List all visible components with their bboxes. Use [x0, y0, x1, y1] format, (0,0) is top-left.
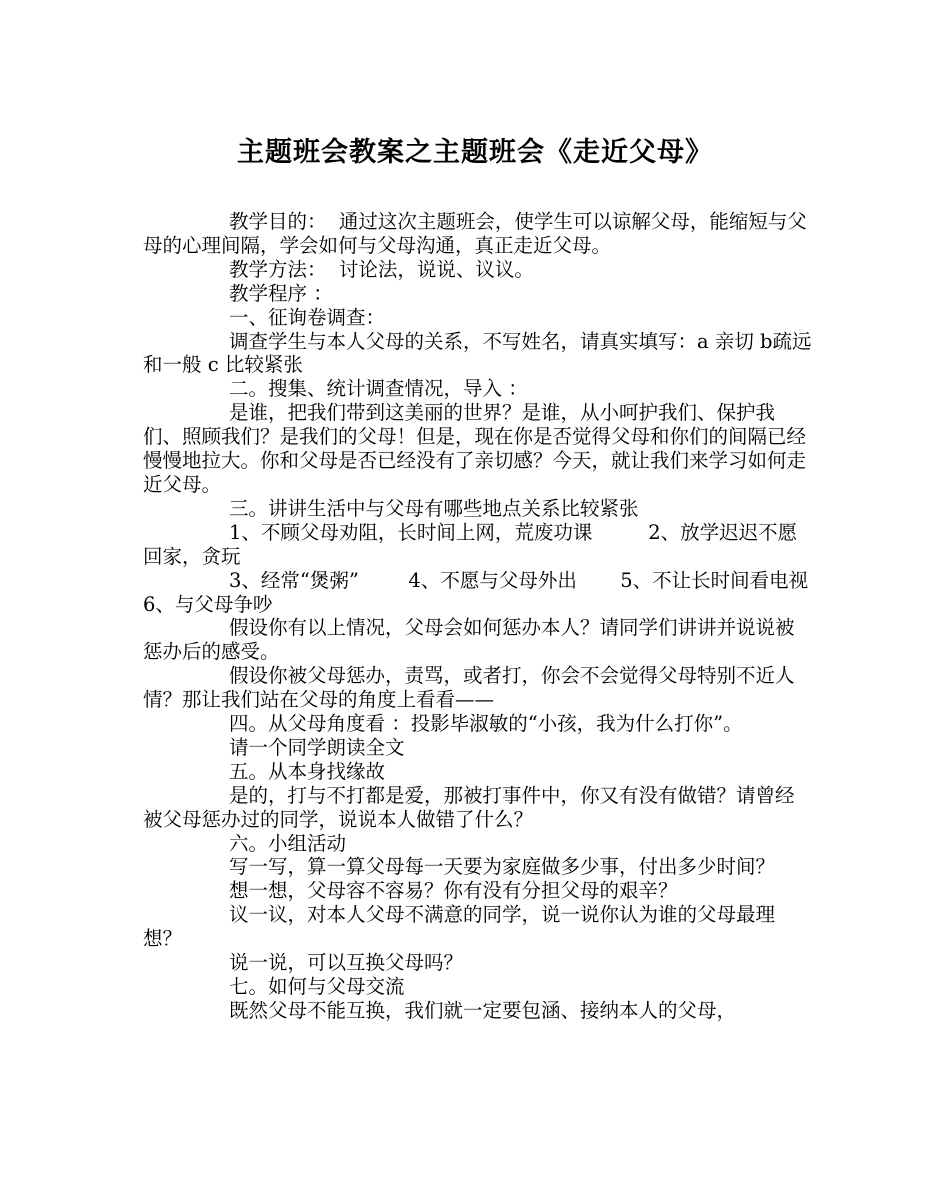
section-heading-7: 七。如何与父母交流 — [229, 975, 405, 998]
document-body — [143, 210, 858, 1023]
paragraph-hypothesis-2: 假设你被父母惩办，责骂，或者打，你会不会觉得父母特别不近人情？那让我们站在父母的角度上看看—— — [143, 664, 795, 712]
paragraph-survey: 调查学生与本人父母的关系，不写姓名，请真实填写：a 亲切 b疏远和一般 c 比较紧张 — [143, 329, 812, 377]
paragraph-hypothesis-1: 假设你有以上情况，父母会如何惩办本人？请同学们讲讲并说说被惩办后的感受。 — [143, 616, 795, 664]
section-heading-5: 五。从本身找缘故 — [229, 759, 386, 783]
paragraph-discuss: 议一议，对本人父母不满意的同学，说一说你认为谁的父母最理想？ — [143, 903, 776, 951]
paragraph-write: 写一写，算一算父母每一天要为家庭做多少事，付出多少时间？ — [229, 855, 776, 879]
section-heading-3: 三。讲讲生活中与父母有哪些地点关系比较紧张 — [229, 496, 639, 520]
paragraph-list-2: 3、经常“煲粥” 4、不愿与父母外出 5、不让长时间看电视 6、与父母争吵 — [143, 568, 858, 616]
paragraph-teaching-method: 教学方法： 讨论法，说说、议议。 — [229, 257, 534, 281]
section-heading-4: 四。从父母角度看 ：投影毕淑敏的“小孩，我为什么打你”。 — [229, 712, 743, 736]
paragraph-intro: 是谁，把我们带到这美丽的世界？是谁，从小呵护我们、保护我们、照顾我们？是我们的父母！但是，现在你是否觉得父母和你们的间隔已经慢慢地拉大。你和父母是否已经没有了亲切感？今天，就让我们来学习如何走近父母。 — [143, 401, 807, 496]
section-heading-6: 六。小组活动 — [229, 831, 347, 855]
section-heading-1: 一、征询卷调查： — [229, 305, 386, 329]
paragraph-talk: 说一说，可以互换父母吗？ — [229, 951, 464, 975]
paragraph-teaching-procedure: 教学程序 ： — [229, 281, 333, 305]
paragraph-teaching-purpose: 教学目的： 通过这次主题班会，使学生可以谅解父母，能缩短与父母的心理间隔，学会如何与父母沟通，真正走近父母。 — [143, 210, 807, 257]
section-heading-2: 二。搜集、统计调查情况，导入 ： — [229, 377, 528, 401]
paragraph-self-reflection: 是的，打与不打都是爱，那被打事件中，你又有没有做错？请曾经被父母惩办过的同学，说说本人做错了什么？ — [143, 783, 795, 831]
paragraph-acceptance: 既然父母不能互换，我们就一定要包涵、接纳本人的父母， — [229, 998, 737, 1022]
paragraph-list-1: 1、不顾父母劝阻，长时间上网，荒废功课 2、放学迟迟不愿回家，贪玩 — [143, 520, 798, 568]
document-title: 主题班会教案之主题班会《走近父母》 — [237, 137, 713, 168]
paragraph-read-aloud: 请一个同学朗读全文 — [229, 735, 405, 759]
paragraph-think: 想一想，父母容不容易？你有没有分担父母的艰辛？ — [229, 879, 678, 903]
